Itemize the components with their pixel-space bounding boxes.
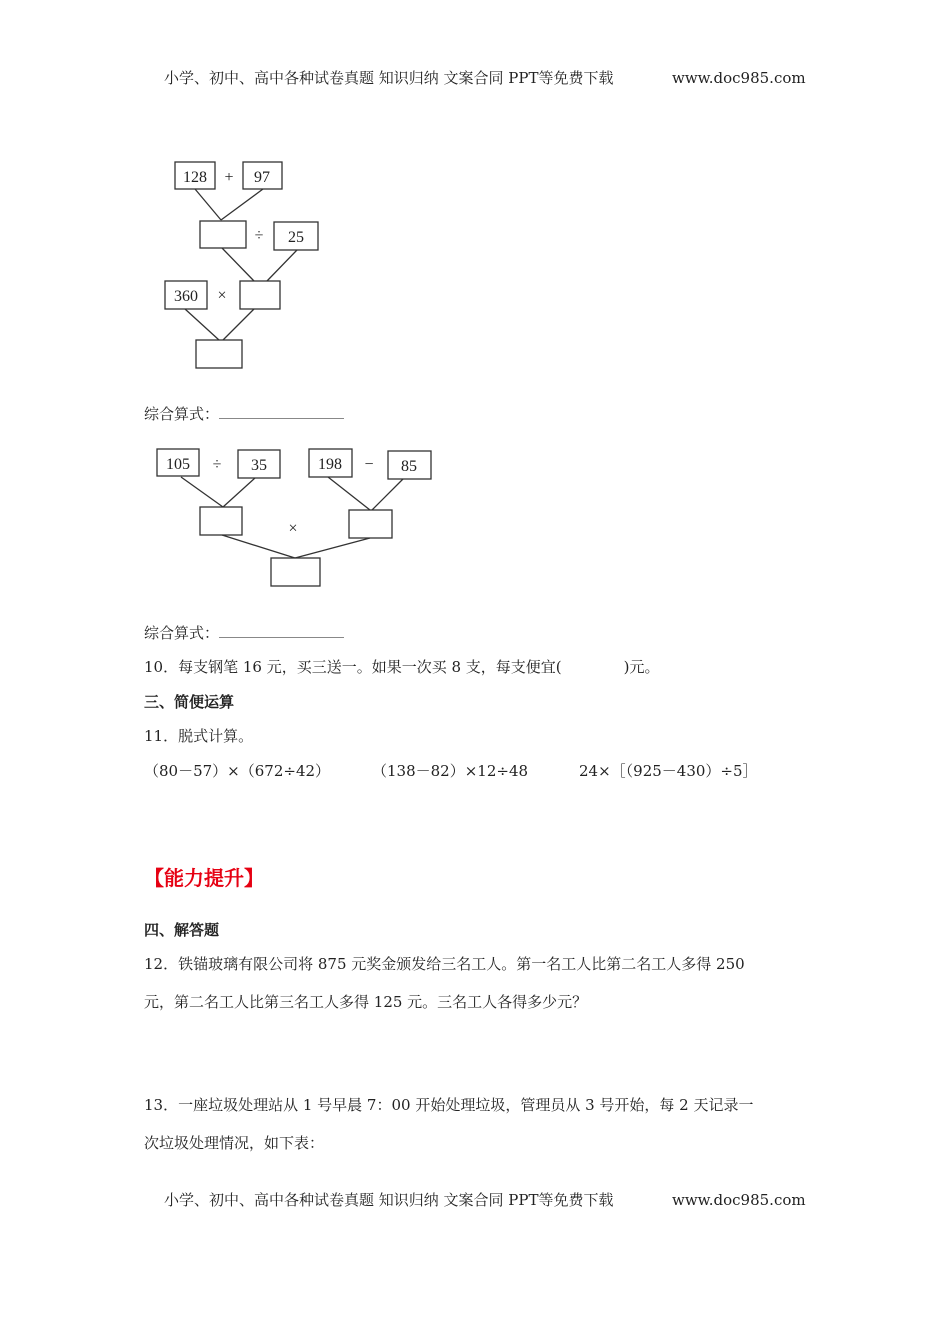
op: ×: [217, 287, 227, 304]
formula-line-2: [144, 623, 344, 643]
question-12-line-2: 元，第二名工人比第三名工人多得 125 元。三名工人各得多少元？: [144, 993, 588, 1011]
num: 105: [166, 456, 190, 473]
num: 25: [288, 229, 304, 246]
formula-label: 综合算式：: [144, 624, 220, 642]
q10-suffix: )元。: [623, 658, 660, 676]
op: +: [224, 169, 234, 186]
formula-line-1: [144, 404, 344, 424]
empty-box: [200, 221, 246, 248]
empty-box: [240, 281, 280, 309]
num: 35: [251, 457, 267, 474]
question-12-line-1: 12．铁锚玻璃有限公司将 875 元奖金颁发给三名工人。第一名工人比第二名工人多得 250: [144, 955, 745, 973]
diagram-2: [157, 449, 431, 586]
section-3-heading: 三、简便运算: [144, 693, 235, 711]
num: 128: [183, 169, 207, 186]
num: 360: [174, 288, 198, 305]
footer-link[interactable]: www.doc985.com: [672, 1191, 806, 1209]
op: ÷: [212, 456, 222, 473]
question-13-line-1: 13．一座垃圾处理站从 1 号早晨 7：00 开始处理垃圾，管理员从 3 号开始，每 2 天记录一: [144, 1096, 754, 1114]
header-text: 小学、初中、高中各种试卷真题 知识归纳 文案合同 PPT等免费下载: [164, 69, 614, 87]
answer-blank[interactable]: [219, 404, 344, 419]
expression: （138－82）×12÷48: [372, 762, 529, 780]
expression: 24×［（925－430）÷5］: [579, 762, 758, 780]
op: ×: [288, 520, 298, 537]
expression: （80－57）×（672÷42）: [144, 762, 331, 780]
footer-text: 小学、初中、高中各种试卷真题 知识归纳 文案合同 PPT等免费下载: [164, 1191, 614, 1209]
question-11: 11．脱式计算。: [144, 727, 254, 745]
num: 85: [401, 458, 417, 475]
op: −: [364, 456, 374, 473]
result-box: [196, 340, 242, 368]
op: ÷: [254, 227, 264, 244]
diagram-1: [165, 162, 318, 368]
question-13-line-2: 次垃圾处理情况，如下表：: [144, 1134, 325, 1152]
formula-label: 综合算式：: [144, 405, 220, 423]
num: 198: [318, 456, 342, 473]
header-link[interactable]: www.doc985.com: [672, 69, 806, 87]
section-4-heading: 四、解答题: [144, 921, 220, 939]
num: 97: [254, 169, 270, 186]
answer-blank[interactable]: [219, 623, 344, 638]
q10-text: 10．每支钢笔 16 元，买三送一。如果一次买 8 支，每支便宜(: [144, 658, 562, 676]
ability-heading: 【能力提升】: [144, 866, 264, 890]
question-10: [144, 657, 660, 677]
